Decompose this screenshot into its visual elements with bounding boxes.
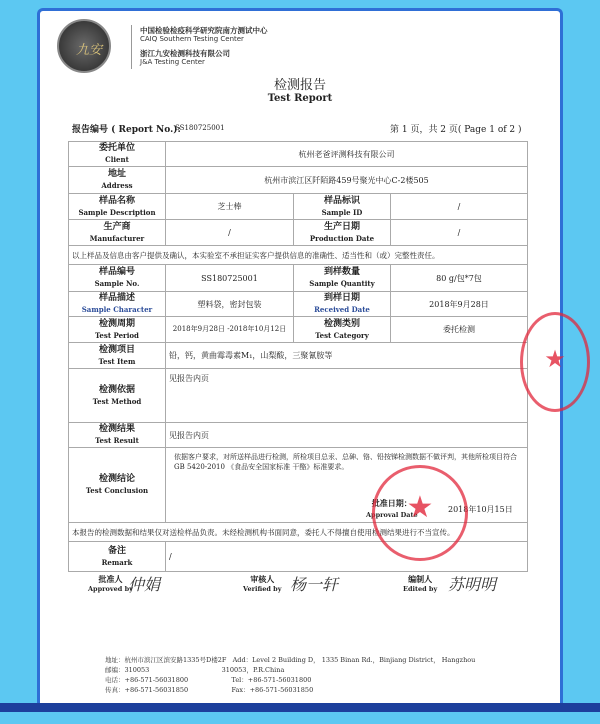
edited-by: 编制人 Edited by — [403, 574, 438, 593]
signature-approver: 仲娟 — [128, 575, 161, 594]
report-no: SS180725001 — [175, 124, 225, 132]
signature-verifier: 杨一轩 — [290, 575, 339, 594]
footer-band — [0, 703, 600, 712]
company-logo: 九安 — [57, 19, 111, 73]
table-row — [69, 246, 528, 265]
title-cn: 检测报告 — [273, 78, 326, 93]
table-row: 样品编号 Sample No. SS180725001 到样数量 Sample Quantity 80 g/包*7包 — [69, 265, 528, 292]
page-info: 第 1 页，共 2 页( Page 1 of 2 ) — [390, 125, 522, 135]
org1-cn: 中国检验检疫科学研究院南方测试中心 — [140, 26, 268, 35]
table-row: 地址 Address 杭州市滨江区阡陌路459号聚光中心C-2楼505 — [69, 167, 528, 194]
footer-contact: 地址：杭州市滨江区滨安路1335号D楼2F Add：Level 2 Building D， 1335 Binan Rd.，Binjiang District， Hangzhou 邮编：310053 310053，P.R.China 电话：+86-571-56031800 Tel：+86-571-56031800 传真：+86-571-56031850 Fax：+86-571-56031850 — [105, 656, 476, 694]
report-no-label: 报告编号 ( Report No.): — [72, 125, 181, 135]
footer-band-light — [0, 712, 600, 724]
org1-en: CAIQ Southern Testing Center — [140, 35, 244, 43]
company-seal: ★ — [372, 465, 468, 561]
signature-editor: 苏明明 — [448, 575, 497, 594]
testing-seal: ★ — [520, 312, 590, 412]
approved-by: 批准人 Approved by — [88, 574, 133, 593]
org2-cn: 浙江九安检测科技有限公司 — [140, 49, 230, 58]
table-row: 检测项目 Test Item 铅，钙，黄曲霉毒素M₁，山梨酸，三聚氰胺等 — [69, 343, 528, 369]
table-row: 委托单位 Client 杭州老爸评测科技有限公司 — [69, 142, 528, 167]
table-row: 备注 Remark / — [69, 542, 528, 572]
table-row: 生产商 Manufacturer / 生产日期 Production Date / — [69, 220, 528, 246]
verified-by: 审核人 Verified by — [243, 574, 282, 593]
title-en: Test Report — [267, 93, 333, 104]
table-row: 检测结果 Test Result 见报告内页 — [69, 423, 528, 448]
table-row: 样品名称 Sample Description 芝士棒 样品标识 Sample ID / — [69, 194, 528, 220]
disclaimer: 本报告的检测数据和结果仅对送检样品负责。未经检测机构书面同意，委托人不得擅自使用检测结果进行不当宣传。 — [69, 523, 528, 542]
approval-date: 2018年10月15日 — [448, 505, 513, 514]
org2-en: J&A Testing Center — [140, 58, 205, 66]
divider — [131, 25, 132, 69]
table-row: 样品描述 Sample Character 塑料袋，密封包装 到样日期 Received Date 2018年9月28日 — [69, 292, 528, 317]
table-row: 检测周期 Test Period 2018年9月28日 -2018年10月12日 检测类别 Test Category 委托检测 — [69, 317, 528, 343]
disclaimer: 以上样品及信息由客户提供及确认，本实验室不承担证实客户提供信息的准确性、适当性和（或）完整性责任。 — [69, 246, 528, 265]
table-row: 检测依据 Test Method 见报告内页 — [69, 369, 528, 423]
table-row: 检测结论 Test Conclusion 依据客户要求，对所送样品进行检测，所检项目总汞、总砷、铬、铅按锑检测数据不做评判，其他所检项目符合GB 5420-2010 《食品安全国家标准 干酪》标准要求。 批准日期： Approval Date 2018年10月15日 — [69, 448, 528, 523]
